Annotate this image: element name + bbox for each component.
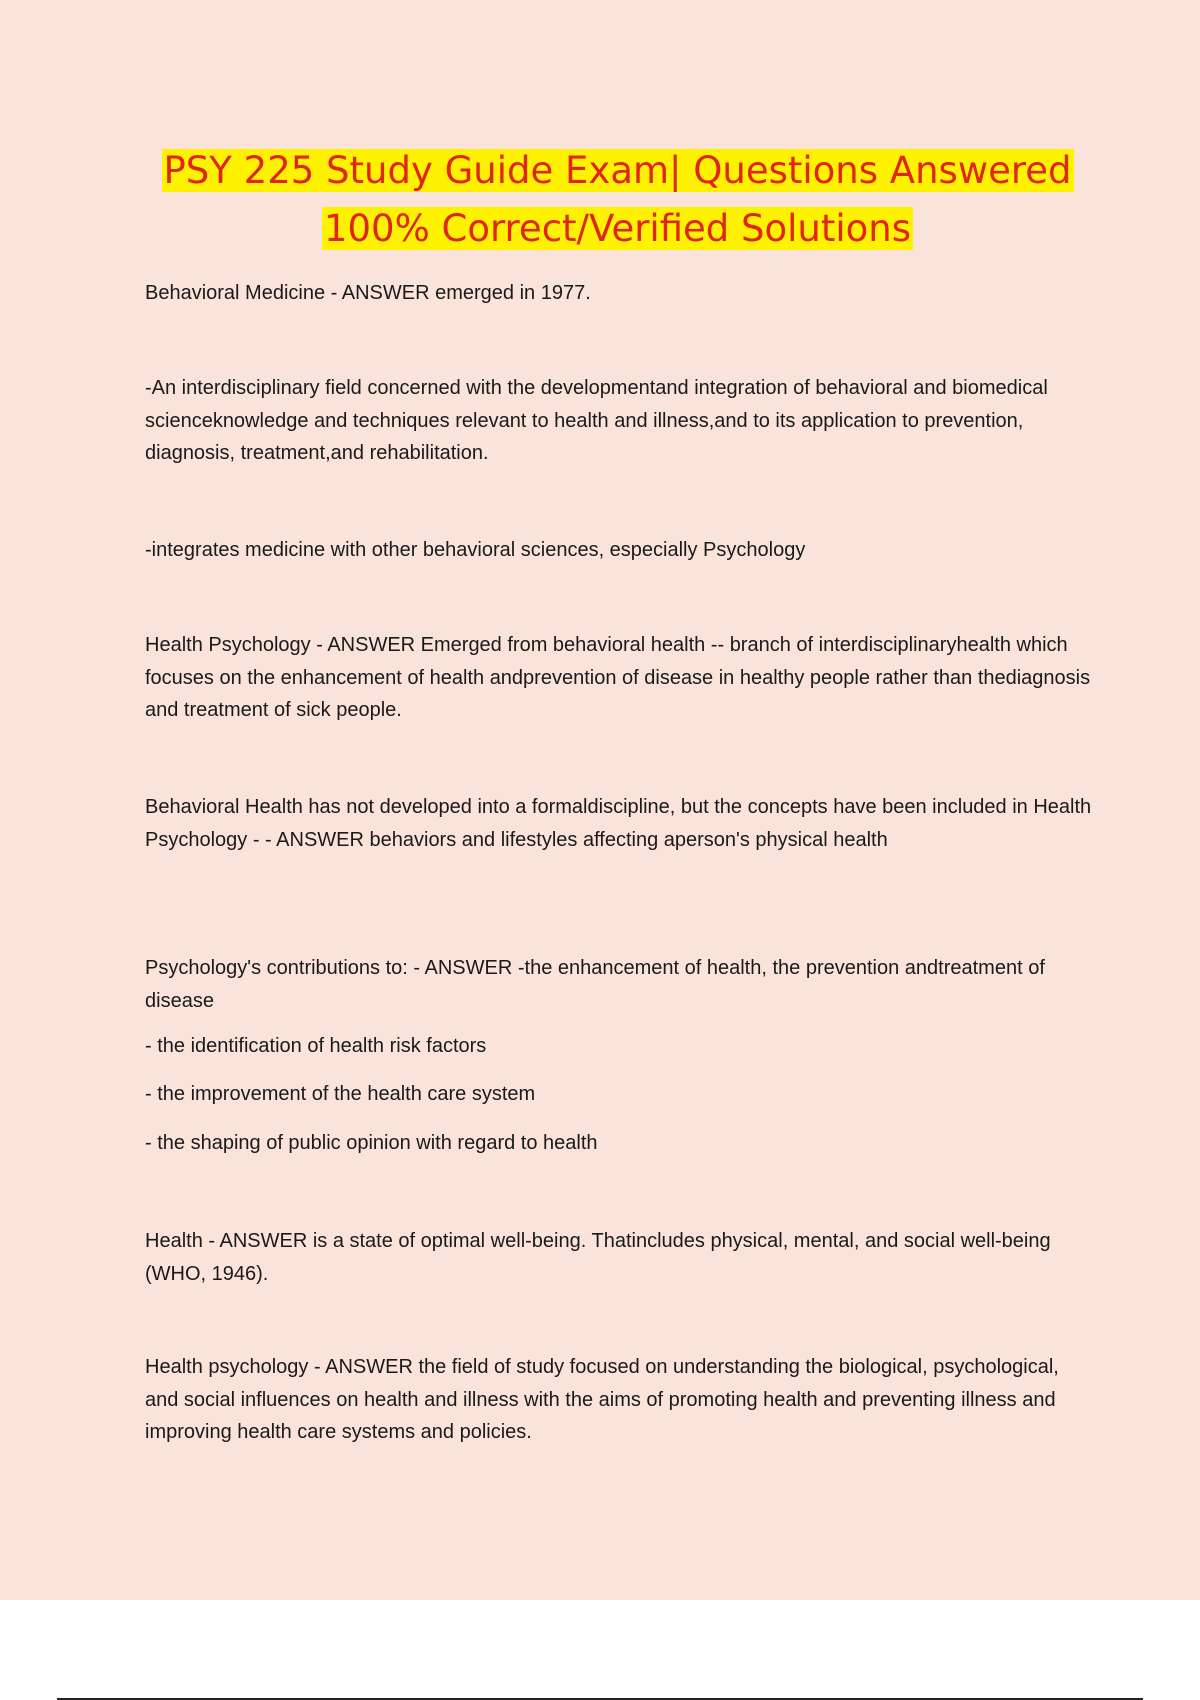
list-item-health-care-system: - the improvement of the health care system (145, 1083, 536, 1105)
paragraph-integrates-medicine: -integrates medicine with other behavioral sciences, especially Psychology (145, 539, 806, 561)
paragraph-psychology-contributions: Psychology's contributions to: - ANSWER -the enhancement of health, the prevention andtreatment of disease (145, 957, 1045, 1012)
list-item-public-opinion: - the shaping of public opinion with regard to health (145, 1132, 598, 1154)
document-title (80, 142, 1155, 258)
paragraph-behavioral-health: Behavioral Health has not developed into a formaldiscipline, but the concepts have been included in Health Psychology - - ANSWER behaviors and lifestyles affecting aperson's physical health (145, 796, 1092, 851)
paragraph-health-psychology: Health Psychology - ANSWER Emerged from behavioral health -- branch of interdisciplinaryhealth which focuses on the enhancement of health andprevention of disease in healthy people rather than thediagnosis and treatment of sick people. (145, 634, 1091, 721)
title-line-1: PSY 225 Study Guide Exam| Questions Answered (163, 149, 1072, 192)
paragraph-health-psychology-definition: Health psychology - ANSWER the field of study focused on understanding the biological, psychological, and social influences on health and illness with the aims of promoting health and preventing illness and improving health care systems and policies. (145, 1356, 1059, 1443)
title-line-2: 100% Correct/Verified Solutions (323, 207, 912, 250)
paragraph-behavioral-medicine: Behavioral Medicine - ANSWER emerged in 1977. (145, 282, 591, 304)
paragraph-health-definition: Health - ANSWER is a state of optimal well-being. Thatincludes physical, mental, and social well-being (WHO, 1946). (145, 1230, 1051, 1285)
paragraph-interdisciplinary-field: -An interdisciplinary field concerned with the developmentand integration of behavioral and biomedical scienceknowledge and techniques relevant to health and illness,and to its application to prevention, diagnosis, treatment,and rehabilitation. (145, 377, 1048, 464)
list-item-risk-factors: - the identification of health risk factors (145, 1035, 487, 1057)
